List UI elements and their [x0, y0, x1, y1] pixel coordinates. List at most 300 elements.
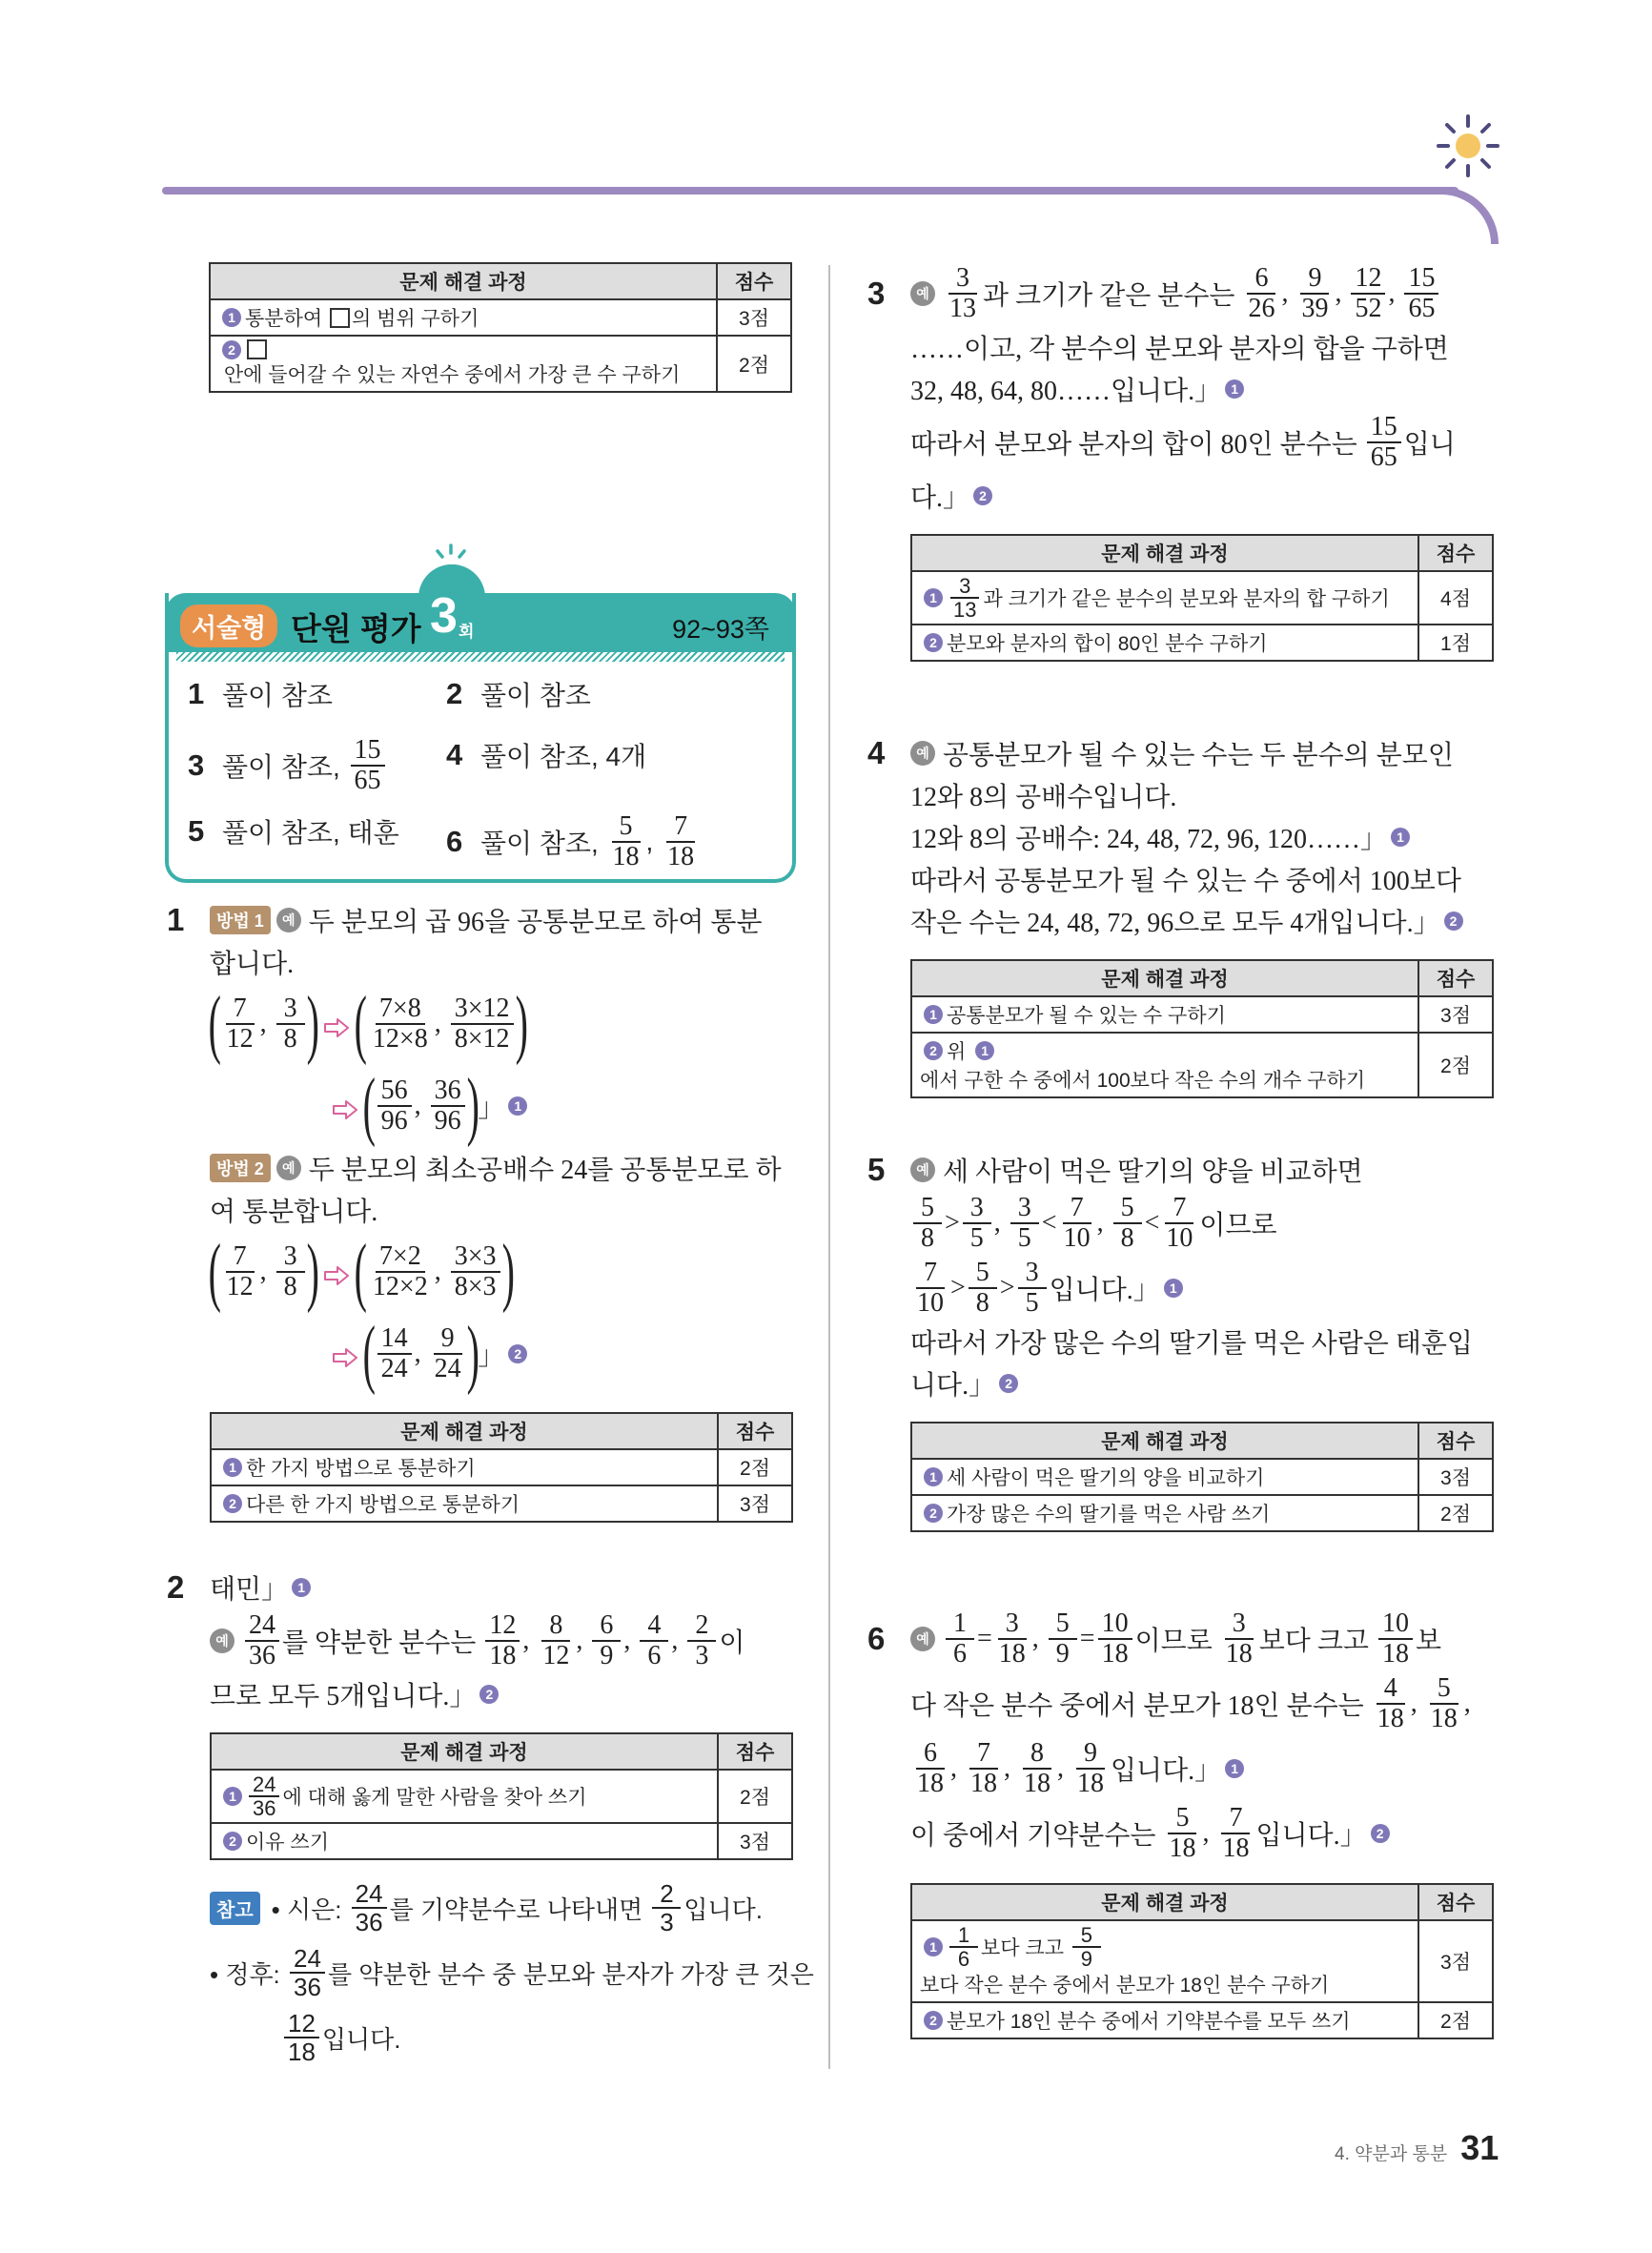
text: ……이고, 각 분수의 분모와 분자의 합을 구하면: [910, 335, 1449, 364]
fraction: [1072, 1924, 1101, 1970]
header-process: 문제 해결 과정: [911, 535, 1418, 571]
example-badge: 예: [276, 908, 301, 932]
denominator: 65: [354, 766, 381, 795]
process-cell: [911, 1920, 1418, 2002]
parenthesis: ): [306, 982, 319, 1066]
denominator: 18: [1377, 1704, 1404, 1733]
text-line: [910, 326, 1497, 368]
denominator: 65: [1408, 294, 1436, 323]
numerator: 3: [950, 575, 979, 599]
text-line: [910, 1362, 1497, 1404]
numerator: 7×2: [376, 1242, 425, 1273]
table-row: [211, 1770, 792, 1823]
score-cell: 2점: [718, 1449, 792, 1485]
process-text: [920, 1000, 1410, 1029]
type-badge: 서술형: [180, 604, 277, 647]
process-text: [920, 1036, 1410, 1094]
header-process: 문제 해결 과정: [911, 960, 1418, 996]
summary-item: [446, 812, 701, 871]
process-cell: [211, 1823, 718, 1859]
text: 풀이 참조: [222, 681, 333, 710]
denominator: 3: [660, 1908, 674, 1936]
numerator: 7: [916, 1259, 945, 1289]
text: 12와 8의 공배수입니다.: [910, 783, 1177, 812]
item-number: 1: [188, 677, 205, 710]
denominator: 26: [1248, 294, 1275, 323]
text: 공통분모가 될 수 있는 수 구하기: [947, 1005, 1226, 1027]
score-cell: 2점: [1418, 2002, 1493, 2038]
numerator: 3: [998, 1609, 1027, 1640]
numerator: 3: [1018, 1259, 1047, 1289]
text-line: [210, 983, 796, 1065]
fraction: [369, 994, 432, 1054]
step-marker: 2: [924, 1504, 943, 1523]
fraction: [451, 1242, 500, 1301]
chapter-title: 4. 약분과 통분: [1335, 2144, 1448, 2164]
text-line: [210, 1313, 796, 1395]
text: ,: [950, 1753, 964, 1783]
denominator: 18: [917, 1769, 944, 1798]
text: >: [945, 1208, 960, 1238]
denominator: 5: [1017, 1223, 1031, 1253]
fraction: [249, 1773, 279, 1819]
step-marker: 1: [924, 588, 943, 607]
fraction: [967, 1739, 1001, 1798]
hatch-strip: [176, 652, 785, 662]
text: 다른 한 가지 방법으로 통분하기: [246, 1494, 520, 1516]
text-line: [210, 941, 796, 983]
page-range: 92~93쪽: [672, 615, 769, 644]
numerator: 24: [352, 1880, 387, 1909]
text-line: [910, 368, 1497, 410]
note-box: [210, 1875, 814, 2070]
text: ,: [576, 1626, 590, 1655]
table-row: [210, 299, 791, 336]
step-marker: 1: [975, 1041, 994, 1060]
text: 안에 들어갈 수 있는 자연수 중에서 가장 큰 수 구하기: [218, 364, 681, 386]
denominator: 18: [1101, 1639, 1129, 1669]
denominator: 18: [970, 1769, 997, 1798]
step-marker: 1: [1164, 1279, 1183, 1298]
numerator: 3: [1010, 1194, 1039, 1224]
table-header-row: [210, 263, 791, 299]
fraction: [223, 994, 257, 1054]
text: ,: [434, 1257, 448, 1286]
fraction: [1218, 1804, 1253, 1863]
text-line: [210, 1608, 796, 1673]
numerator: 7: [1165, 1194, 1193, 1224]
table-row: [911, 996, 1493, 1033]
text-line: [910, 858, 1497, 900]
text-line: [210, 2005, 796, 2070]
page-footer: [1335, 2128, 1499, 2168]
fraction: [352, 1880, 387, 1936]
fraction: [949, 575, 980, 621]
fraction: [431, 1076, 465, 1136]
process-cell: [210, 336, 717, 392]
fraction: [1049, 1609, 1077, 1669]
denominator: 13: [949, 294, 976, 323]
fraction: [1020, 1739, 1054, 1798]
numerator: 7: [226, 994, 255, 1025]
process-cell: [911, 625, 1418, 661]
text: 입니: [1403, 430, 1456, 460]
text: 이므로: [1199, 1211, 1277, 1240]
question-1: [167, 899, 796, 1523]
fraction: [276, 1242, 305, 1301]
text: ,: [414, 1091, 428, 1120]
text-line: [910, 900, 1497, 942]
fraction: [1374, 1674, 1408, 1733]
item-number: 2: [446, 677, 463, 710]
process-text: [920, 575, 1410, 621]
text: ,: [1202, 1818, 1216, 1848]
fraction: [223, 1242, 257, 1301]
text: ,: [259, 1009, 274, 1038]
text-line: [210, 1940, 814, 2005]
rubric-table: [910, 1422, 1494, 1532]
numerator: 3: [948, 264, 977, 295]
summary-item: [188, 675, 333, 713]
text: 12와 8의 공배수: 24, 48, 72, 96, 120……」: [910, 825, 1388, 854]
numerator: 1: [949, 1924, 978, 1948]
text-line: [910, 774, 1497, 816]
fraction: [1073, 1739, 1108, 1798]
denominator: 24: [434, 1354, 461, 1383]
fraction: [369, 1242, 432, 1301]
page-number: 31: [1460, 2128, 1499, 2167]
process-text: [219, 1453, 709, 1482]
fraction: [485, 1611, 520, 1670]
denominator: 18: [1430, 1704, 1458, 1733]
table-row: [911, 2002, 1493, 2038]
text: 작은 수는 24, 48, 72, 96으로 모두 4개입니다.」: [910, 909, 1440, 938]
fraction: [1351, 264, 1385, 323]
text: 따라서 공통분모가 될 수 있는 수 중에서 100보다: [910, 867, 1461, 896]
fraction: [913, 1194, 942, 1253]
text: ,: [1388, 278, 1402, 308]
fraction: [663, 812, 698, 871]
process-cell: [211, 1449, 718, 1485]
table-row: [911, 571, 1493, 625]
header-score: 점수: [1418, 960, 1493, 996]
numerator: 24: [249, 1773, 279, 1797]
text: 입니다.」: [1049, 1276, 1160, 1305]
fraction: [1165, 1804, 1199, 1863]
text: >: [999, 1273, 1015, 1302]
fraction: [284, 2010, 319, 2065]
denominator: 8: [283, 1272, 297, 1301]
table-row: [911, 1459, 1493, 1495]
denominator: 39: [1301, 294, 1329, 323]
text: 이유 쓰기: [246, 1832, 329, 1854]
unit-test-summary-box: [165, 588, 796, 883]
text-line: [210, 1147, 796, 1189]
score-cell: 3점: [1418, 996, 1493, 1033]
fraction: [969, 1259, 997, 1318]
question-body: [910, 1149, 1497, 1532]
fraction: [963, 1194, 991, 1253]
fraction: [1427, 1674, 1461, 1733]
question-4: [867, 732, 1497, 1098]
denominator: 36: [249, 1641, 275, 1670]
denominator: 18: [1024, 1769, 1050, 1798]
text: 한 가지 방법으로 통분하기: [246, 1458, 476, 1480]
rubric-table-prev: [209, 262, 792, 393]
process-cell: [911, 2002, 1418, 2038]
denominator: 6: [647, 1641, 662, 1670]
text-line: [210, 1875, 796, 1940]
text: 32, 48, 64, 80……입니다.」: [910, 377, 1222, 406]
fraction: [431, 1324, 465, 1383]
text-line: [910, 1736, 1497, 1801]
denominator: 18: [1225, 1639, 1253, 1669]
text: ,: [1463, 1689, 1471, 1718]
denominator: 18: [1222, 1833, 1250, 1863]
header-score: 점수: [1418, 1884, 1493, 1920]
text: 」: [478, 1342, 505, 1371]
text: 므로 모두 5개입니다.」: [210, 1682, 477, 1711]
table-header-row: [211, 1733, 792, 1770]
denominator: 8: [283, 1024, 297, 1054]
denominator: 96: [380, 1106, 408, 1136]
fraction: [1060, 1194, 1094, 1253]
denominator: 3: [695, 1641, 709, 1670]
denominator: 8: [921, 1223, 934, 1253]
fraction: [913, 1739, 948, 1798]
fraction: [1367, 413, 1401, 472]
numerator: 3: [963, 1194, 991, 1224]
numerator: 8: [541, 1611, 570, 1642]
text: 두 분모의 최소공배수 24를 공통분모로 하: [308, 1156, 782, 1185]
text: 이므로: [1134, 1627, 1219, 1656]
numerator: 15: [1367, 413, 1401, 443]
round-number: 3: [430, 588, 458, 644]
denominator: 10: [1166, 1223, 1193, 1253]
summary-title: 단원 평가: [291, 611, 421, 646]
step-marker: 1: [1225, 1759, 1244, 1778]
fraction: [1244, 264, 1278, 323]
denominator: 12×8: [372, 1024, 428, 1054]
text: ,: [645, 827, 662, 856]
text-line: [910, 1256, 1497, 1321]
header-score: 점수: [718, 1733, 792, 1770]
text: ,: [414, 1339, 428, 1368]
denominator: 5: [1025, 1288, 1039, 1318]
numerator: 7×8: [376, 994, 425, 1025]
header-process: 문제 해결 과정: [211, 1733, 718, 1770]
numerator: 3×3: [451, 1242, 500, 1273]
denominator: 12: [542, 1641, 570, 1670]
fraction: [687, 1611, 716, 1670]
text: 에서 구한 수 중에서 100보다 작은 수의 개수 구하기: [920, 1070, 1366, 1092]
denominator: 24: [380, 1354, 408, 1383]
score-cell: 2점: [1418, 1033, 1493, 1097]
denominator: 12×2: [372, 1272, 428, 1301]
text: ,: [671, 1626, 685, 1655]
table-row: [211, 1823, 792, 1859]
fraction: [1222, 1609, 1256, 1669]
process-cell: [911, 1495, 1418, 1531]
text: 통분하여: [245, 308, 328, 330]
fraction: [351, 736, 385, 795]
example-badge: 예: [910, 1627, 935, 1651]
step-marker: 2: [1371, 1824, 1390, 1843]
question-number: 3: [867, 276, 886, 311]
text: 이 중에서 기약분수는: [910, 1821, 1163, 1851]
example-badge: 예: [210, 1628, 235, 1653]
parenthesis: ): [466, 1312, 479, 1396]
text-line: [210, 899, 796, 941]
process-cell: [911, 1033, 1418, 1097]
process-text: [219, 1489, 709, 1518]
note-lines: [210, 1875, 814, 2070]
question-number: 5: [867, 1152, 886, 1187]
denominator: 5: [969, 1223, 984, 1253]
denominator: 12: [226, 1272, 254, 1301]
numerator: 9: [434, 1324, 462, 1355]
process-text: [920, 628, 1410, 657]
numerator: 3×12: [451, 994, 514, 1025]
numerator: 4: [640, 1611, 668, 1642]
fraction: [245, 1611, 279, 1670]
score-cell: 3점: [1418, 1920, 1493, 2002]
denominator: 9: [1055, 1639, 1070, 1669]
text: 」: [478, 1094, 505, 1123]
text: 의 범위 구하기: [351, 308, 479, 330]
numerator: 12: [284, 2010, 319, 2038]
text: 합니다.: [210, 950, 295, 979]
numerator: 5: [1049, 1609, 1077, 1640]
text: • 시은:: [271, 1895, 349, 1924]
fraction: [913, 1259, 948, 1318]
text: 보: [1415, 1627, 1442, 1656]
numerator: 15: [351, 736, 385, 767]
parenthesis: (: [354, 982, 368, 1066]
table-header-row: [911, 960, 1493, 996]
text: 니다.」: [910, 1371, 996, 1401]
text: 세 사람이 먹은 딸기의 양을 비교하면: [943, 1157, 1363, 1187]
score-cell: 2점: [718, 1770, 792, 1823]
text: 를 기약분수로 나타내면: [389, 1895, 650, 1924]
numerator: 24: [245, 1611, 279, 1642]
fraction: [592, 1611, 621, 1670]
numerator: 56: [377, 1076, 412, 1107]
denominator: 18: [1077, 1769, 1104, 1798]
step-marker: 2: [924, 633, 943, 652]
question-5: [867, 1149, 1497, 1532]
numerator: 15: [1404, 264, 1438, 295]
step-marker: 1: [924, 1937, 943, 1956]
example-badge: 예: [910, 281, 935, 306]
numerator: 10: [1098, 1609, 1132, 1640]
text: ,: [522, 1626, 537, 1655]
fraction: [276, 994, 305, 1054]
denominator: 65: [1370, 442, 1397, 472]
note-label: 참고: [210, 1892, 260, 1925]
header-score: 점수: [1418, 1423, 1493, 1459]
text-line: [910, 1321, 1497, 1362]
question-3: [867, 261, 1497, 662]
step-marker: 2: [973, 486, 992, 505]
item-number: 5: [188, 814, 205, 848]
rubric-table: [210, 1412, 793, 1523]
fraction: [609, 812, 643, 871]
example-badge: 예: [276, 1156, 301, 1180]
text-line: [910, 410, 1497, 475]
table-row: [211, 1485, 792, 1522]
step-marker: 1: [1391, 828, 1410, 847]
table-header-row: [211, 1413, 792, 1449]
step-marker: 1: [223, 1458, 242, 1477]
parenthesis: (: [362, 1312, 376, 1396]
text: 태민」: [210, 1575, 289, 1605]
example-badge: 예: [910, 1157, 935, 1182]
header-process: 문제 해결 과정: [911, 1884, 1418, 1920]
text: 분모와 분자의 합이 80인 분수 구하기: [947, 633, 1268, 655]
item-number: 6: [446, 825, 463, 858]
numerator: 7: [1063, 1194, 1091, 1224]
text: ,: [1031, 1624, 1046, 1653]
parenthesis: (: [354, 1230, 368, 1314]
process-text: [218, 303, 708, 332]
step-marker: 1: [508, 1096, 527, 1116]
text: 입니다.: [683, 1895, 763, 1924]
text-line: [210, 1189, 796, 1231]
text: =: [977, 1624, 992, 1653]
text: 두 분모의 곱 96을 공통분모로 하여 통분: [308, 908, 763, 937]
table-row: [911, 1495, 1493, 1531]
item-number: 4: [446, 738, 463, 771]
denominator: 13: [953, 598, 977, 622]
text-line: [910, 732, 1497, 774]
text: 풀이 참조,: [222, 752, 348, 782]
numerator: 1: [946, 1609, 974, 1640]
text: 공통분모가 될 수 있는 수는 두 분수의 분모인: [943, 741, 1454, 770]
text: 이: [719, 1628, 745, 1658]
score-cell: 3점: [717, 299, 791, 336]
process-text: [920, 1924, 1410, 1998]
question-body: [910, 261, 1497, 662]
process-text: [920, 1463, 1410, 1491]
text: 풀이 참조,: [480, 829, 606, 858]
numerator: 5: [1168, 1804, 1196, 1834]
parenthesis: ): [466, 1064, 479, 1148]
fraction: [539, 1611, 573, 1670]
text: 를 약분한 분수는: [282, 1628, 483, 1658]
numerator: 9: [1300, 264, 1329, 295]
numerator: 6: [1247, 264, 1275, 295]
table-row: [911, 625, 1493, 661]
process-cell: [211, 1770, 718, 1823]
numerator: 12: [485, 1611, 520, 1642]
summary-item: [188, 736, 388, 795]
question-body: [910, 1607, 1497, 2039]
method-tag: 방법 1: [210, 906, 271, 934]
step-marker: 2: [508, 1344, 527, 1363]
fraction: [640, 1611, 668, 1670]
text-line: [210, 1231, 796, 1313]
text: 위: [947, 1041, 972, 1063]
table-header-row: [911, 535, 1493, 571]
fraction: [1018, 1259, 1047, 1318]
text: ,: [1096, 1208, 1111, 1238]
table-row: [211, 1449, 792, 1485]
process-cell: [911, 1459, 1418, 1495]
question-number: 4: [867, 735, 886, 770]
step-marker: 2: [924, 2011, 943, 2030]
text-line: [210, 1673, 796, 1715]
